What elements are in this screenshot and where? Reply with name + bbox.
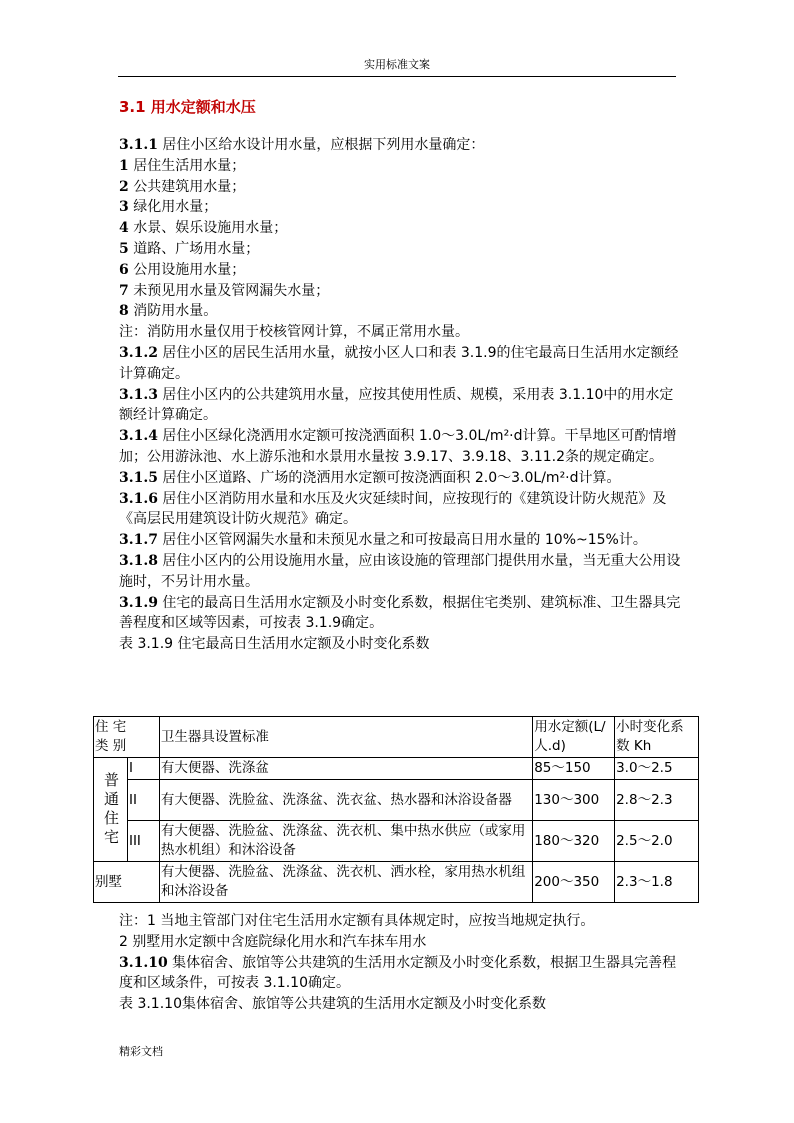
list-item: 4 水景、娱乐设施用水量； (119, 220, 288, 237)
table-row (94, 862, 699, 903)
paragraph: 3.1.9 住宅的最高日生活用水定额及小时变化系数，根据住宅类别、建筑标准、卫生器具完善程度和区域等因素，可按表 3.1.9确定。 (119, 594, 681, 632)
table-cell: 130～300 (533, 780, 615, 821)
paragraph: 3.1.8 居住小区内的公用设施用水量，应由该设施的管理部门提供用水量，当无重大公用设施时，不另计用水量。 (119, 552, 681, 590)
paragraph: 3.1.4 居住小区绿化浇洒用水定额可按浇洒面积 1.0～3.0L/m²·d计算。干旱地区可酌情增加；公用游泳池、水上游乐池和水景用水量按 3.9.17、3.9.18、3.11.2条的规定确定。 (119, 428, 677, 465)
paragraph: 3.1.1 居住小区给水设计用水量，应根据下列用水量确定： (119, 137, 485, 153)
table-caption: 表 3.1.10集体宿舍、旅馆等公共建筑的生活用水定额及小时变化系数 (119, 996, 546, 1013)
document-body-continued (119, 911, 681, 1015)
table-cell: 2.8～2.3 (615, 780, 699, 821)
table-cell: 有大便器、洗脸盆、洗涤盆、洗衣盆、热水器和沐浴设备器 (159, 780, 532, 821)
list-item: 6 公用设施用水量； (119, 261, 246, 278)
table-header-cell: 小时变化系数 Kh (615, 717, 699, 758)
note: 注：1 当地主管部门对住宅生活用水定额有具体规定时，应按当地规定执行。 (119, 913, 595, 929)
paragraph: 3.1.3 居住小区内的公共建筑用水量，应按其使用性质、规模，采用表 3.1.10中的用水定额经计算确定。 (119, 386, 674, 424)
note: 注：消防用水量仅用于校核管网计算，不属正常用水量。 (119, 324, 469, 341)
page-footer: 精彩文档 (119, 1045, 163, 1058)
table-header-row (94, 717, 699, 758)
water-quota-table (93, 716, 699, 903)
table-cell: 200～350 (533, 862, 615, 903)
table-row (94, 758, 699, 780)
list-item: 5 道路、广场用水量； (119, 240, 260, 257)
table-cell: 85～150 (533, 758, 615, 780)
table-cell: 有大便器、洗脸盆、洗涤盆、洗衣机、集中热水供应（或家用热水机组）和沐浴设备 (159, 821, 532, 862)
list-item: 1 居住生活用水量； (119, 157, 246, 174)
table-caption: 表 3.1.9 住宅最高日生活用水定额及小时变化系数 (119, 636, 430, 653)
paragraph: 3.1.2 居住小区的居民生活用水量，就按小区人口和表 3.1.9的住宅最高日生活用水定额经计算确定。 (119, 344, 679, 382)
table-cell: II (127, 780, 159, 821)
table-row (94, 780, 699, 821)
list-item: 2 公共建筑用水量； (119, 178, 246, 195)
paragraph: 3.1.5 居住小区道路、广场的浇洒用水定额可按浇洒面积 2.0～3.0L/m²·d计算。 (119, 469, 621, 486)
table-cell: 3.0～2.5 (615, 758, 699, 780)
paragraph: 3.1.10 集体宿舍、旅馆等公共建筑的生活用水定额及小时变化系数，根据卫生器具完善程度和区域条件，可按表 3.1.10确定。 (119, 954, 677, 992)
table-cell: 180～320 (533, 821, 615, 862)
list-item: 8 消防用水量。 (119, 303, 218, 320)
section-title: 3.1 用水定额和水压 (119, 98, 256, 116)
paragraph: 3.1.6 居住小区消防用水量和水压及火灾延续时间，应按现行的《建筑设计防火规范》及《高层民用建筑设计防火规范》确定。 (119, 490, 667, 528)
note: 2 别墅用水定额中含庭院绿化用水和汽车抹车用水 (119, 933, 427, 950)
table-cell: 有大便器、洗涤盆 (159, 758, 532, 780)
table-cell: I (127, 758, 159, 780)
table-cell: 2.3～1.8 (615, 862, 699, 903)
table-cell: 2.5～2.0 (615, 821, 699, 862)
table-group-cell: 普通住宅 (94, 758, 128, 862)
table-header-cell: 住 宅 类 别 (94, 717, 160, 758)
table-cell: 有大便器、洗脸盆、洗涤盆、洗衣机、洒水栓，家用热水机组和沐浴设备 (159, 862, 532, 903)
list-item: 7 未预见用水量及管网漏失水量； (119, 282, 330, 299)
table-cell: 别墅 (94, 862, 160, 903)
table-cell: III (127, 821, 159, 862)
paragraph: 3.1.7 居住小区管网漏失水量和未预见水量之和可按最高日用水量的 10%~15%计。 (119, 532, 647, 549)
table-header-cell: 用水定额(L/人.d) (533, 717, 615, 758)
page-header: 实用标准文案 (118, 56, 676, 77)
table-header-cell: 卫生器具设置标准 (159, 717, 532, 758)
document-body (119, 135, 681, 655)
list-item: 3 绿化用水量； (119, 199, 218, 216)
table-row (94, 821, 699, 862)
